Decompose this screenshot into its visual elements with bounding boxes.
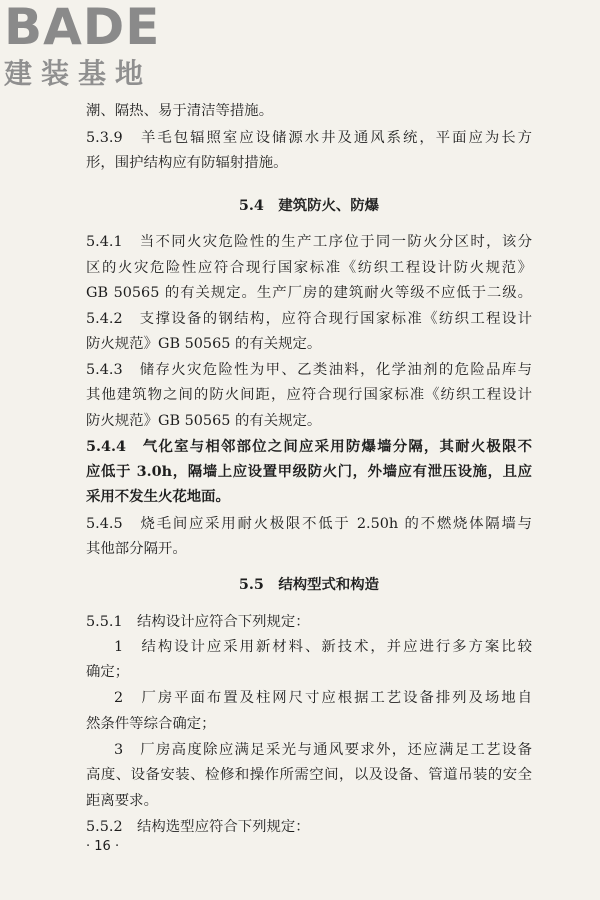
list-item-3: 3 厂房高度除应满足采光与通风要求外，还应满足工艺设备 <box>114 742 532 758</box>
text-line: 其他建筑物之间的防火间距，应符合现行国家标准《纺织工程设计 <box>86 387 532 403</box>
text-line: 防火规范》GB 50565 的有关规定。 <box>86 336 322 352</box>
text-line: 高度、设备安装、检修和操作所需空间，以及设备、管道吊装的安全 <box>86 767 532 783</box>
text-line: 防火规范》GB 50565 的有关规定。 <box>86 413 322 429</box>
text-line: 潮、隔热、易于清洁等措施。 <box>86 103 274 119</box>
clause-5-4-1: 5.4.1 当不同火灾危险性的生产工序位于同一防火分区时，该分 <box>86 234 532 250</box>
text-line: 然条件等综合确定； <box>86 716 216 732</box>
text-line: 形，围护结构应有防辐射措施。 <box>86 155 288 171</box>
text-line: 距离要求。 <box>86 793 158 809</box>
text-line: 区的火灾危险性应符合现行国家标准《纺织工程设计防火规范》 <box>86 260 532 276</box>
clause-5-4-3: 5.4.3 储存火灾危险性为甲、乙类油料，化学油剂的危险品库与 <box>86 362 532 378</box>
text-line: 应低于 3.0h，隔墙上应设置甲级防火门，外墙应有泄压设施，且应 <box>86 463 532 480</box>
text-line: 确定； <box>86 664 130 680</box>
list-item-1: 1 结构设计应采用新材料、新技术，并应进行多方案比较 <box>114 639 532 655</box>
clause-5-5-2: 5.5.2 结构选型应符合下列规定： <box>86 819 310 835</box>
clause-5-4-2: 5.4.2 支撑设备的钢结构，应符合现行国家标准《纺织工程设计 <box>86 311 532 327</box>
logo-brand: BADE <box>4 0 161 56</box>
clause-5-4-4: 5.4.4 气化室与相邻部位之间应采用防爆墙分隔，其耐火极限不 <box>86 438 532 455</box>
text-line: 其他部分隔开。 <box>86 541 187 557</box>
logo-subtitle: 建装基地 <box>4 57 153 90</box>
list-item-2: 2 厂房平面布置及柱网尺寸应根据工艺设备排列及场地自 <box>114 690 532 706</box>
clause-5-4-5: 5.4.5 烧毛间应采用耐火极限不低于 2.50h 的不燃烧体隔墙与 <box>86 516 532 532</box>
section-heading-5-5: 5.5 结构型式和构造 <box>238 576 380 593</box>
text-line: GB 50565 的有关规定。生产厂房的建筑耐火等级不应低于二级。 <box>86 285 532 301</box>
page-number: · 16 · <box>86 839 120 854</box>
clause-5-5-1: 5.5.1 结构设计应符合下列规定： <box>86 614 310 630</box>
clause-5-3-9: 5.3.9 羊毛包辐照室应设储源水井及通风系统，平面应为长方 <box>86 130 532 146</box>
section-heading-5-4: 5.4 建筑防火、防爆 <box>238 197 380 214</box>
text-line: 采用不发生火花地面。 <box>86 488 230 505</box>
